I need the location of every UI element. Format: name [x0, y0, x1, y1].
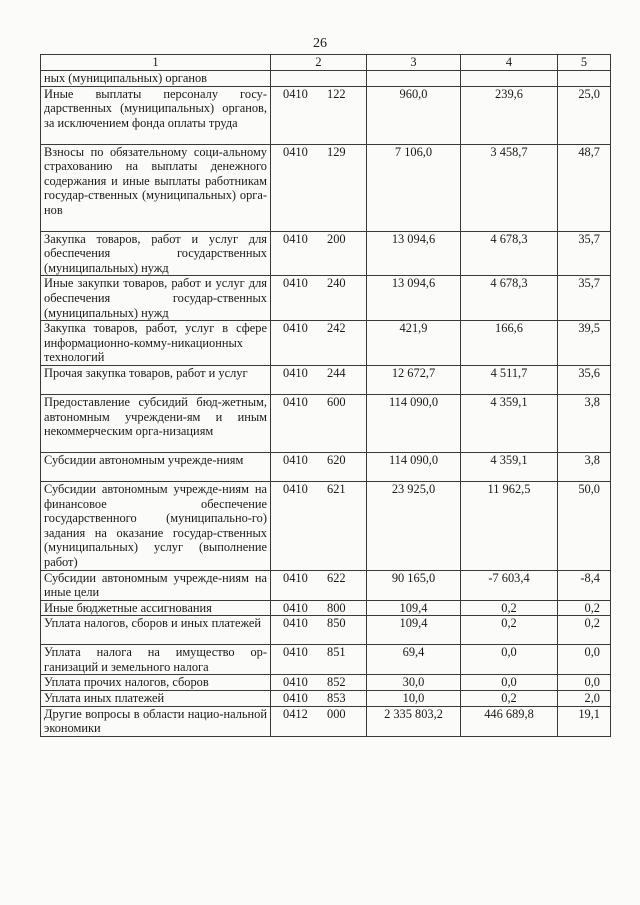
- header-col-1: 1: [41, 55, 271, 71]
- plan-value: 114 090,0: [367, 452, 461, 481]
- row-name: Прочая закупка товаров, работ и услуг: [41, 365, 271, 394]
- expense-type-code: 853: [327, 691, 346, 706]
- executed-value: 4 511,7: [461, 365, 558, 394]
- section-code: 0410: [283, 276, 308, 291]
- plan-value: 10,0: [367, 691, 461, 707]
- plan-value: 2 335 803,2: [367, 706, 461, 736]
- expense-type-code: 240: [327, 276, 346, 291]
- header-col-4: 4: [461, 55, 558, 71]
- percent-value: 0,2: [558, 616, 611, 645]
- percent-value: -8,4: [558, 570, 611, 600]
- table-row: [41, 231, 611, 276]
- header-col-5: 5: [558, 55, 611, 71]
- executed-value: 4 678,3: [461, 276, 558, 321]
- section-code: 0410: [283, 645, 308, 660]
- row-code: [271, 675, 367, 691]
- percent-value: 0,2: [558, 600, 611, 616]
- expense-type-code: 800: [327, 600, 346, 615]
- expense-type-code: 122: [327, 86, 346, 101]
- table-row: [41, 600, 611, 616]
- section-code: 0410: [283, 144, 308, 159]
- percent-value: 35,7: [558, 231, 611, 276]
- plan-value: 30,0: [367, 675, 461, 691]
- row-name: Другие вопросы в области нацио-нальной экономики: [41, 706, 271, 736]
- executed-value: 3 458,7: [461, 144, 558, 231]
- row-code: [271, 394, 367, 452]
- header-col-2: 2: [271, 55, 367, 71]
- section-code: 0410: [283, 691, 308, 706]
- expense-type-code: 850: [327, 616, 346, 631]
- section-code: 0410: [283, 394, 308, 409]
- percent-value: 0,0: [558, 675, 611, 691]
- header-col-3: 3: [367, 55, 461, 71]
- table-row: [41, 675, 611, 691]
- table-row: [41, 86, 611, 144]
- row-name: Иные выплаты персоналу госу-дарственных (муниципальных) органов, за исключением фонда оплаты труда: [41, 86, 271, 144]
- row-code: [271, 645, 367, 675]
- expense-type-code: 200: [327, 231, 346, 246]
- row-name: Уплата налога на имущество ор-ганизаций и земельного налога: [41, 645, 271, 675]
- executed-value: 239,6: [461, 86, 558, 144]
- table-row: [41, 452, 611, 481]
- table-row: [41, 691, 611, 707]
- row-code: [271, 144, 367, 231]
- table-row: [41, 706, 611, 736]
- plan-value: 90 165,0: [367, 570, 461, 600]
- executed-value: 0,2: [461, 600, 558, 616]
- executed-value: 4 359,1: [461, 394, 558, 452]
- expense-type-code: 600: [327, 394, 346, 409]
- row-name: ных (муниципальных) органов: [41, 71, 271, 87]
- plan-value: 13 094,6: [367, 231, 461, 276]
- row-name: Иные закупки товаров, работ и услуг для обеспечения государ-ственных (муниципальных) нужд: [41, 276, 271, 321]
- row-code: [271, 86, 367, 144]
- executed-value: 4 359,1: [461, 452, 558, 481]
- row-code: [271, 691, 367, 707]
- section-code: 0410: [283, 616, 308, 631]
- table-row: [41, 481, 611, 570]
- expense-type-code: 244: [327, 365, 346, 380]
- plan-value: 421,9: [367, 321, 461, 366]
- expense-type-code: 852: [327, 675, 346, 690]
- row-code: [271, 452, 367, 481]
- table-row: [41, 394, 611, 452]
- row-name: Уплата прочих налогов, сборов: [41, 675, 271, 691]
- row-name: Закупка товаров, работ, услуг в сфере информационно-комму-никационных технологий: [41, 321, 271, 366]
- row-name: Уплата иных платежей: [41, 691, 271, 707]
- executed-value: 0,2: [461, 616, 558, 645]
- percent-value: [558, 71, 611, 87]
- percent-value: 3,8: [558, 394, 611, 452]
- header-row: [41, 55, 611, 71]
- table-row: [41, 365, 611, 394]
- row-code: [271, 570, 367, 600]
- percent-value: 19,1: [558, 706, 611, 736]
- expense-type-code: 000: [327, 706, 346, 721]
- plan-value: 109,4: [367, 616, 461, 645]
- percent-value: 35,7: [558, 276, 611, 321]
- row-code: [271, 616, 367, 645]
- section-code: 0410: [283, 600, 308, 615]
- executed-value: 4 678,3: [461, 231, 558, 276]
- executed-value: -7 603,4: [461, 570, 558, 600]
- table-row: [41, 276, 611, 321]
- section-code: 0410: [283, 570, 308, 585]
- row-code: [271, 321, 367, 366]
- section-code: 0410: [283, 452, 308, 467]
- percent-value: 48,7: [558, 144, 611, 231]
- percent-value: 2,0: [558, 691, 611, 707]
- section-code: 0410: [283, 481, 308, 496]
- row-name: Взносы по обязательному соци-альному страхованию на выплаты денежного содержания и иные выплаты работникам государ-ственных (муниципальных) орга-нов: [41, 144, 271, 231]
- row-code: [271, 365, 367, 394]
- row-code: [271, 600, 367, 616]
- plan-value: 960,0: [367, 86, 461, 144]
- section-code: 0410: [283, 86, 308, 101]
- row-code: [271, 481, 367, 570]
- plan-value: 23 925,0: [367, 481, 461, 570]
- executed-value: 166,6: [461, 321, 558, 366]
- section-code: 0410: [283, 231, 308, 246]
- section-code: 0410: [283, 365, 308, 380]
- row-code: [271, 71, 367, 87]
- row-name: Закупка товаров, работ и услуг для обеспечения государственных (муниципальных) нужд: [41, 231, 271, 276]
- percent-value: 50,0: [558, 481, 611, 570]
- percent-value: 3,8: [558, 452, 611, 481]
- section-code: 0410: [283, 321, 308, 336]
- expense-type-code: 242: [327, 321, 346, 336]
- plan-value: 7 106,0: [367, 144, 461, 231]
- section-code: 0410: [283, 675, 308, 690]
- executed-value: 0,0: [461, 675, 558, 691]
- row-name: Субсидии автономным учрежде-ниям на иные цели: [41, 570, 271, 600]
- executed-value: [461, 71, 558, 87]
- section-code: 0412: [283, 706, 308, 721]
- table-row: [41, 144, 611, 231]
- row-name: Предоставление субсидий бюд-жетным, автономным учреждени-ям и иным некоммерческим орга-низациям: [41, 394, 271, 452]
- plan-value: 109,4: [367, 600, 461, 616]
- budget-table: [40, 54, 611, 737]
- executed-value: 0,2: [461, 691, 558, 707]
- plan-value: [367, 71, 461, 87]
- row-code: [271, 231, 367, 276]
- row-code: [271, 706, 367, 736]
- expense-type-code: 622: [327, 570, 346, 585]
- plan-value: 13 094,6: [367, 276, 461, 321]
- executed-value: 11 962,5: [461, 481, 558, 570]
- row-name: Субсидии автономным учрежде-ниям: [41, 452, 271, 481]
- page-number: 26: [313, 36, 327, 51]
- row-name: Уплата налогов, сборов и иных платежей: [41, 616, 271, 645]
- percent-value: 35,6: [558, 365, 611, 394]
- plan-value: 12 672,7: [367, 365, 461, 394]
- expense-type-code: 851: [327, 645, 346, 660]
- executed-value: 446 689,8: [461, 706, 558, 736]
- percent-value: 25,0: [558, 86, 611, 144]
- table-row: [41, 321, 611, 366]
- row-name: Иные бюджетные ассигнования: [41, 600, 271, 616]
- expense-type-code: 129: [327, 144, 346, 159]
- row-code: [271, 276, 367, 321]
- table-body: [41, 71, 611, 737]
- table-row: [41, 570, 611, 600]
- expense-type-code: 620: [327, 452, 346, 467]
- table-row: [41, 71, 611, 87]
- row-name: Субсидии автономным учрежде-ниям на финансовое обеспечение государственного (муниципально-го) задания на оказание государ-ственных (муниципальных) услуг (выполнение работ): [41, 481, 271, 570]
- executed-value: 0,0: [461, 645, 558, 675]
- plan-value: 114 090,0: [367, 394, 461, 452]
- expense-type-code: 621: [327, 481, 346, 496]
- table-row: [41, 616, 611, 645]
- plan-value: 69,4: [367, 645, 461, 675]
- percent-value: 0,0: [558, 645, 611, 675]
- table-row: [41, 645, 611, 675]
- percent-value: 39,5: [558, 321, 611, 366]
